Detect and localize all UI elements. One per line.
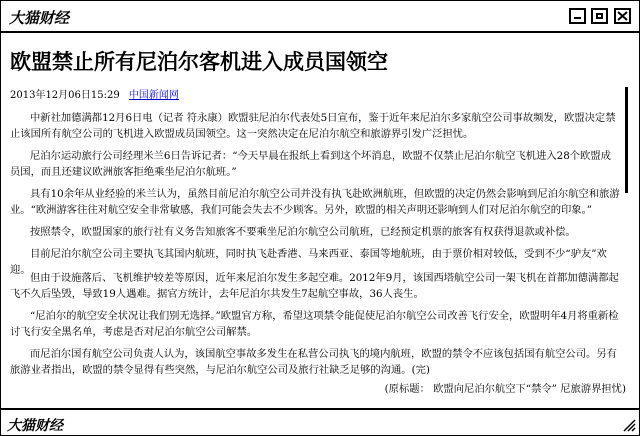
article-meta xyxy=(10,86,179,101)
article-headline: 欧盟禁止所有尼泊尔客机进入成员国领空 xyxy=(10,49,388,74)
article-paragraph: 按照禁令，欧盟国家的旅行社有义务告知旅客不要乘坐尼泊尔航空公司航班，已经预定机票的旅客有权获得退款或补偿。 xyxy=(30,226,576,238)
minimize-button[interactable] xyxy=(569,8,586,24)
original-title-note: (原标题： 欧盟向尼泊尔航空下“禁令” 尼旅游界担忧) xyxy=(384,383,626,395)
article-paragraph: “尼泊尔的航空安全状况让我们别无选择。”欧盟官方称，希望这项禁令能促使尼泊尔航空公司改善飞行安全，欧盟明年4月将重新检讨飞行安全黑名单，考虑是否对尼泊尔航空公司解禁。 xyxy=(10,310,619,338)
article-date: 2013年12月06日15:29 xyxy=(10,90,120,101)
resize-grip-icon[interactable] xyxy=(620,416,636,432)
article-paragraph: 中新社加德满都12月6日电（记者 符永康）欧盟驻尼泊尔代表处5日宣布，鉴于近年来尼泊尔多家航空公司事故频发，欧盟决定禁止该国所有航空公司的飞机进入欧盟成员国领空。这一突然决定在尼泊尔航空和旅游界引发广泛担忧。 xyxy=(10,112,616,140)
title-bar xyxy=(1,1,639,33)
article-paragraph: 但由于设施落后、飞机维护较差等原因，近年来尼泊尔发生多起空难。2012年9月，该国西塔航空公司一架飞机在首都加德满都起飞不久后坠毁，导致19人遇难。据官方统计，去年尼泊尔共发生7起航空事故，36人丧生。 xyxy=(10,272,619,300)
app-title-footer: 大猫财经 xyxy=(7,418,63,434)
article-paragraph: 尼泊尔运动旅行公司经理米兰6日告诉记者：“今天早晨在报纸上看到这个坏消息，欧盟不仅禁止尼泊尔航空飞机进入28个欧盟成员国，而且还建议欧洲旅客拒绝乘坐尼泊尔航班。” xyxy=(10,150,611,178)
article-content xyxy=(6,34,632,408)
maximize-button[interactable] xyxy=(591,8,608,24)
article-paragraph: 目前尼泊尔航空公司主要执飞其国内航班，同时执飞赴香港、马来西亚、泰国等地航班，由于票价相对较低，受到不少“驴友”欢迎。 xyxy=(10,248,607,276)
scrollbar-thumb[interactable] xyxy=(625,87,628,193)
article-paragraph: 而尼泊尔国有航空公司负责人认为，该国航空事故多发生在私营公司执飞的境内航班，欧盟的禁令不应该包括国有航空公司。另有旅游业者指出，欧盟的禁令显得有些突然，与尼泊尔航空公司及旅行社缺乏足够的沟通。(完) xyxy=(10,348,617,376)
close-icon xyxy=(617,11,628,21)
status-bar xyxy=(1,408,639,435)
article-paragraph: 具有10余年从业经验的米兰认为，虽然目前尼泊尔航空公司并没有执飞赴欧洲航班，但欧盟的决定仍然会影响到尼泊尔航空和旅游业。“欧洲游客往往对航空安全非常敏感，我们可能会失去不少顾客。另外，欧盟的相关声明还影响到人们对尼泊尔航空的印象。” xyxy=(10,188,620,216)
app-title: 大猫财经 xyxy=(9,9,70,27)
source-link[interactable]: 中国新闻网 xyxy=(128,90,179,101)
close-button[interactable] xyxy=(614,8,631,24)
